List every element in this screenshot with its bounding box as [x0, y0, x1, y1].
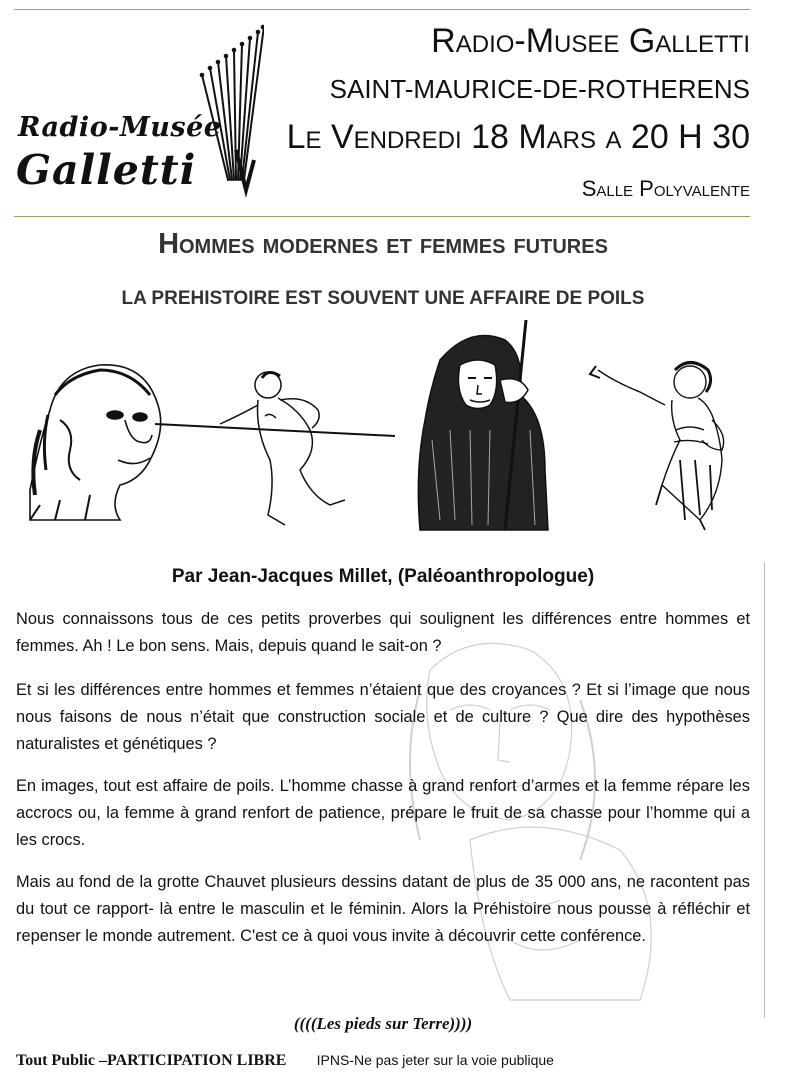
shouting-figure-illustration	[590, 363, 724, 531]
paragraph-1: Nous connaissons tous de ces petits proverbes qui soulignent les différences entre hommes et femmes. Ah ! Le bon sens. Mais, depuis quand le sait-on ?	[16, 610, 750, 655]
header-bottom-rule	[14, 216, 750, 217]
main-title: Hommes modernes et femmes futures	[158, 228, 608, 260]
early-hominid-head-illustration	[30, 365, 161, 520]
author-line: Par Jean-Jacques Millet, (Paléoanthropologue)	[171, 566, 595, 587]
motto: ((((Les pieds sur Terre))))	[293, 1014, 473, 1033]
header-room: Salle Polyvalente	[581, 176, 750, 201]
prehistoric-illustrations	[0, 320, 800, 540]
header-title: Radio-Musee Galletti	[431, 22, 750, 60]
header-date: Le Vendredi 18 Mars a 20 H 30	[286, 118, 750, 156]
footer-ipns-notice: IPNS-Ne pas jeter sur la voie publique	[316, 1052, 554, 1068]
header-place: SAINT-MAURICE-DE-ROTHERENS	[329, 74, 750, 104]
right-margin-line	[764, 562, 765, 1018]
logo-text-line1: Radio-Musée	[18, 112, 222, 143]
cave-man-illustration	[418, 320, 548, 530]
logo-text-line2: Galletti	[16, 146, 197, 194]
footer-public-info: Tout Public –PARTICIPATION LIBRE	[16, 1052, 287, 1069]
paragraph-2: Et si les différences entre hommes et femmes n’étaient que des croyances ? Et si l’image que nous nous faisons de nous n’était que construction sociale et de culture ? Que dire des hypothèses naturalistes et génétiques ?	[16, 681, 750, 753]
sub-title: LA PREHISTOIRE EST SOUVENT UNE AFFAIRE DE POILS	[121, 288, 645, 309]
paragraph-3: En images, tout est affaire de poils. L’homme chasse à grand renfort d’armes et la femme répare les accrocs ou, la femme à grand renfort de patience, prépare le fruit de sa chasse pour l’homme qui a les crocs.	[16, 777, 750, 849]
paragraph-4: Mais au fond de la grotte Chauvet plusieurs dessins datant de plus de 35 000 ans, ne racontent pas du tout ce rapport- là entre le masculin et le féminin. Alors la Préhistoire nous pousse à réfléchir et repenser le monde autrement. C'est ce à quoi vous invite à découvrir cette conférence.	[16, 873, 750, 945]
radio-musee-logo	[14, 20, 264, 200]
header-top-rule	[14, 9, 750, 10]
footer	[16, 1052, 554, 1070]
running-hunter-illustration	[155, 372, 395, 525]
